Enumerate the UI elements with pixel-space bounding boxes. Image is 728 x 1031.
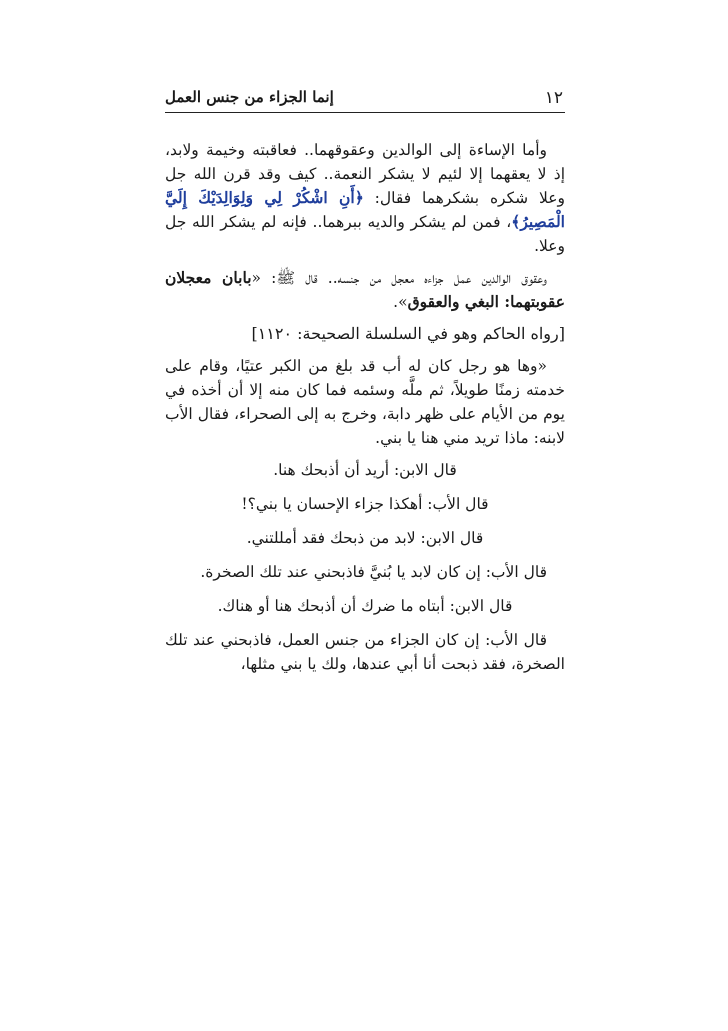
dialogue-line: قال الابن: لابد من ذبحك فقد أمللتني. (246, 529, 484, 547)
quran-verse: ﴿أَنِ اشْكُرْ لِي وَلِوَالِدَيْكَ إِلَيَّ الْمَصِيرُ﴾ (165, 188, 565, 231)
paragraph-story: «وها هو رجل كان له أب قد بلغ من الكبر عتيًا، وقام على خدمته زمنًا طويلاً، ثم ملَّه وسئمه فما كان منه إلا أن أخذه في يوم من الأيام على ظهر دابة، وخرج به إلى الصحراء، فقال الأب لابنه: ماذا تريد مني هنا يا بني. (165, 357, 565, 447)
book-page (165, 80, 565, 860)
paragraph-hadith (165, 266, 565, 314)
hadith-source: [رواه الحاكم وهو في السلسلة الصحيحة: ١١٢٠] (251, 324, 565, 343)
hadith-text: بابان معجلان عقوبتهما: البغي والعقوق (165, 268, 565, 311)
paragraph-closing: قال الأب: إن كان الجزاء من جنس العمل، فاذبحني عند تلك الصخرة، فقد ذبحت أنا أبي عندها، ولك يا بني مثلها، (165, 631, 565, 673)
page-header (165, 88, 565, 113)
paragraph-text: وأما الإساءة إلى الوالدين وعقوقهما.. فعاقبته وخيمة ولابد، إذ لا يعقهما إلا لئيم لا يشكر النعمة.. كيف وقد قرن الله جل وعلا شكره بشكرهما فقال: (165, 141, 565, 207)
hadith-close: ». (393, 293, 408, 311)
dialogue-line: قال الابن: أبتاه ما ضرك أن أذبحك هنا أو هناك. (217, 597, 513, 615)
dialogue-line: قال الابن: أريد أن أذبحك هنا. (273, 461, 457, 479)
hadith-intro: وعقوق الوالدين عمل جزاءه معجل من جنسه.. قال ﷺ: « (251, 269, 547, 287)
paragraph-ingratitude (165, 138, 565, 258)
page-body (165, 138, 565, 684)
page-number: ١٢ (544, 88, 563, 108)
dialogue-line: قال الأب: إن كان لابد يا بُنيَّ فاذبحني عند تلك الصخرة. (200, 563, 547, 581)
paragraph-text-end: ، فمن لم يشكر والديه ببرهما.. فإنه لم يشكر الله جل وعلا. (165, 213, 565, 255)
running-title: إنما الجزاء من جنس العمل (165, 88, 334, 106)
dialogue-line: قال الأب: أهكذا جزاء الإحسان يا بني؟! (241, 495, 489, 513)
